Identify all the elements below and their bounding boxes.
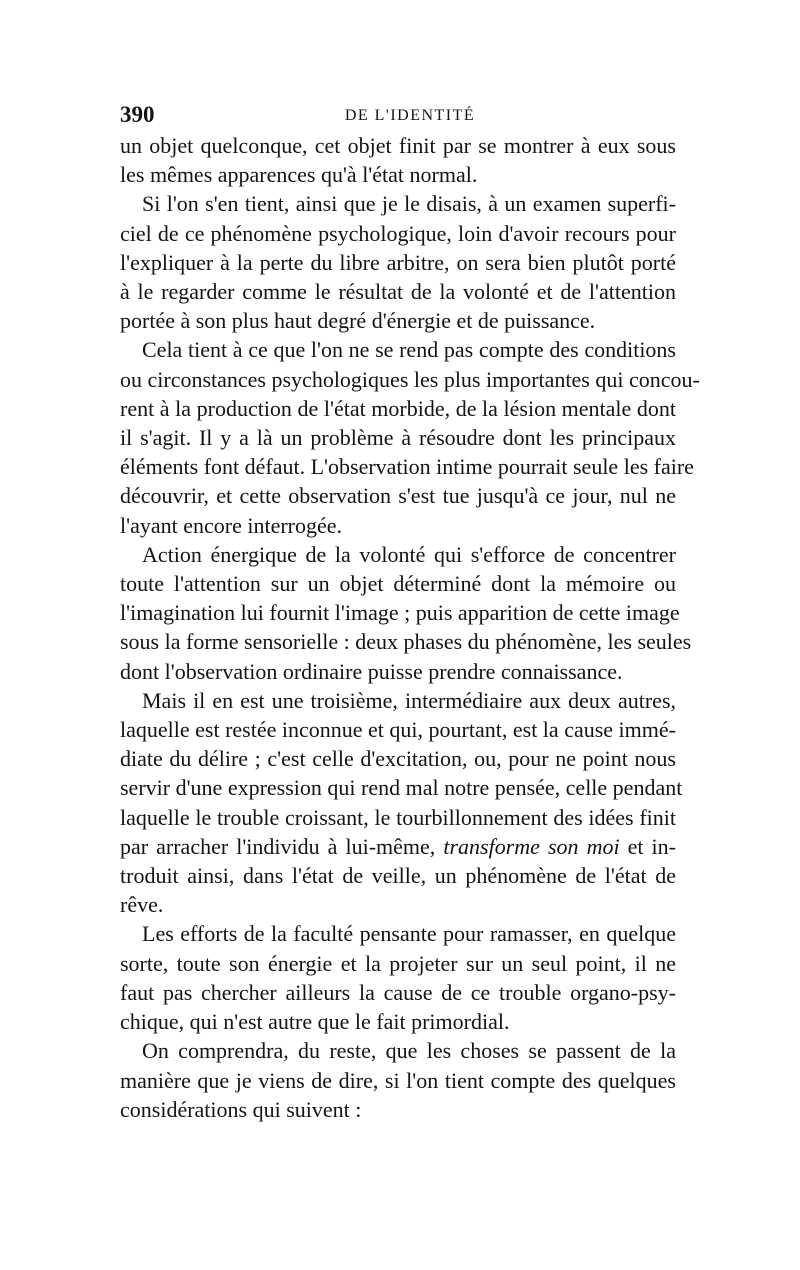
page-number: 390 — [120, 102, 155, 127]
paragraph-3 — [120, 335, 700, 539]
text-line: les mêmes apparences qu'à l'état normal. — [120, 162, 478, 188]
body-text — [120, 131, 700, 1124]
text-line: Si l'on s'en tient, ainsi que je le disais, à un examen superfi- — [142, 191, 676, 217]
text-line: sorte, toute son énergie et la projeter sur un seul point, il ne — [120, 950, 676, 976]
paragraph-2 — [120, 189, 676, 335]
text-line: rêve. — [120, 892, 164, 918]
text-line: il s'agit. Il y a là un problème à résoudre dont les principaux — [120, 425, 676, 451]
text-line: toute l'attention sur un objet déterminé dont la mémoire ou — [120, 571, 676, 597]
text-line: Cela tient à ce que l'on ne se rend pas compte des conditions — [142, 337, 676, 363]
text-line: un objet quelconque, cet objet finit par se montrer à eux sous — [120, 133, 676, 158]
text-line: manière que je viens de dire, si l'on tient compte des quelques — [120, 1067, 676, 1093]
text-line-with-italic — [120, 832, 676, 861]
text-line: portée à son plus haut degré d'énergie et de puissance. — [120, 308, 596, 334]
text-line: l'imagination lui fournit l'image ; puis apparition de cette image — [120, 600, 680, 626]
paragraph-6 — [120, 919, 676, 1036]
text-span: par arracher l'individu à lui-même, — [120, 833, 444, 859]
text-span: et in- — [619, 833, 676, 859]
text-line: faut pas chercher ailleurs la cause de ce trouble organo-psy- — [120, 979, 676, 1005]
text-line: ou circonstances psychologiques les plus importantes qui concou- — [120, 366, 700, 392]
italic-phrase: transforme son moi — [443, 833, 620, 859]
text-line: servir d'une expression qui rend mal notre pensée, celle pendant — [120, 775, 683, 801]
paragraph-5 — [120, 686, 683, 920]
text-line: laquelle le trouble croissant, le tourbillonnement des idées finit — [120, 804, 676, 830]
text-line: On comprendra, du reste, que les choses se passent de la — [142, 1038, 676, 1064]
paragraph-1 — [120, 131, 676, 189]
paragraph-4 — [120, 540, 692, 686]
text-line: à le regarder comme le résultat de la volonté et de l'attention — [120, 279, 676, 305]
text-line: sous la forme sensorielle : deux phases du phénomène, les seules — [120, 629, 692, 655]
text-line: dont l'observation ordinaire puisse prendre connaissance. — [120, 658, 623, 684]
paragraph-7 — [120, 1036, 676, 1124]
text-line: ciel de ce phénomène psychologique, loin d'avoir recours pour — [120, 220, 676, 246]
text-line: l'ayant encore interrogée. — [120, 512, 343, 538]
text-line: l'expliquer à la perte du libre arbitre, on sera bien plutôt porté — [120, 249, 676, 275]
text-line: Les efforts de la faculté pensante pour ramasser, en quelque — [142, 921, 676, 947]
text-line: diate du délire ; c'est celle d'excitation, ou, pour ne point nous — [120, 746, 676, 772]
text-line: chique, qui n'est autre que le fait primordial. — [120, 1009, 510, 1035]
text-line: Mais il en est une troisième, intermédiaire aux deux autres, — [142, 687, 676, 713]
text-line: considérations qui suivent : — [120, 1096, 362, 1122]
text-line: troduit ainsi, dans l'état de veille, un phénomène de l'état de — [120, 863, 676, 889]
text-line: Action énergique de la volonté qui s'efforce de concentrer — [142, 541, 676, 567]
page-header — [120, 100, 682, 130]
text-line: découvrir, et cette observation s'est tue jusqu'à ce jour, nul ne — [120, 483, 676, 509]
text-line: laquelle est restée inconnue et qui, pourtant, est la cause immé- — [120, 717, 676, 743]
text-line: rent à la production de l'état morbide, de la lésion mentale dont — [120, 395, 676, 421]
text-line: éléments font défaut. L'observation intime pourrait seule les faire — [120, 454, 694, 480]
running-title: DE L'IDENTITÉ — [344, 107, 476, 124]
